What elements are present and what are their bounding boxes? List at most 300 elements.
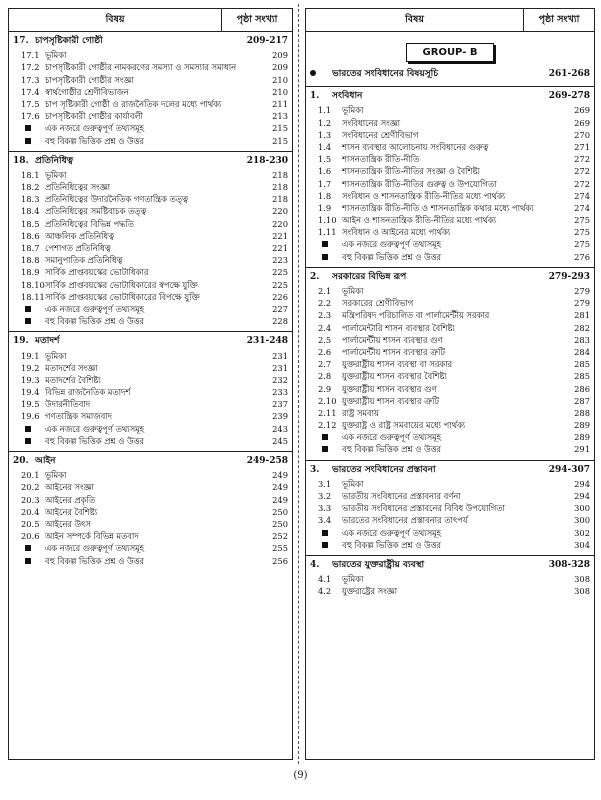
- item-title: বহু বিকল্প ভিত্তিক প্রশ্ন ও উত্তর: [45, 555, 144, 566]
- item-page: 226: [272, 291, 288, 302]
- item-page: 231: [272, 362, 288, 373]
- summary-row[interactable]: [9, 122, 292, 134]
- item-number: 20.5: [21, 518, 40, 529]
- item-page: 294: [574, 491, 590, 501]
- item-number: 2.12: [318, 420, 337, 431]
- item-page: 218: [272, 182, 288, 193]
- item-page: 272: [574, 178, 590, 189]
- item-page: 274: [574, 202, 590, 213]
- bullet-square-icon: [9, 435, 45, 447]
- item-title: চাপসৃষ্টিকারী গোষ্ঠীর সংজ্ঞা: [45, 74, 134, 85]
- item-number: 18.1: [21, 169, 40, 180]
- item-page: 220: [272, 218, 288, 229]
- toc-item[interactable]: [306, 514, 594, 526]
- item-page: 215: [272, 123, 288, 134]
- toc-item[interactable]: [306, 478, 594, 490]
- item-page: 300: [574, 503, 590, 514]
- toc-item[interactable]: [306, 202, 594, 214]
- item-page: 250: [272, 506, 288, 517]
- item-number: 20.4: [21, 506, 40, 517]
- item-page: 221: [272, 230, 288, 241]
- item-page: 245: [272, 435, 288, 446]
- item-page: 250: [272, 518, 288, 529]
- item-number: 2.3: [318, 310, 332, 321]
- item-page: 223: [272, 255, 288, 266]
- bullet-square-icon: [9, 315, 45, 327]
- chapter-title: প্রতিনিধিত্ব: [35, 155, 74, 166]
- summary-row[interactable]: [306, 238, 594, 250]
- item-page: 272: [574, 166, 590, 177]
- toc-item[interactable]: [306, 129, 594, 141]
- toc-item[interactable]: [9, 410, 292, 422]
- item-number: 3.4: [318, 515, 332, 526]
- chapter-row[interactable]: [9, 35, 292, 47]
- item-number: 18.8: [21, 255, 40, 266]
- item-page: 304: [574, 539, 590, 550]
- item-number: 4.2: [318, 586, 332, 597]
- toc-item[interactable]: [9, 350, 292, 362]
- toc-item[interactable]: [9, 49, 292, 61]
- toc-item[interactable]: [306, 585, 594, 597]
- item-title: ভূমিকা: [45, 50, 67, 61]
- toc-item[interactable]: [9, 469, 292, 481]
- chapter-pages: 261-268: [548, 69, 590, 79]
- item-number: 17.1: [21, 50, 40, 61]
- toc-item[interactable]: [9, 398, 292, 410]
- toc-item[interactable]: [306, 346, 594, 358]
- summary-row[interactable]: [306, 527, 594, 539]
- subject-heading: বিষয়: [306, 9, 524, 31]
- item-title: ভূমিকা: [342, 105, 364, 116]
- toc-item[interactable]: [9, 494, 292, 506]
- item-title: এক নজরে গুরুত্বপূর্ণ তথ্যসমূহ: [45, 543, 145, 554]
- group-label-wrap: [306, 35, 594, 68]
- chapter-section: [9, 32, 292, 152]
- item-title: প্রতিনিধিত্বের বিভিন্ন পদ্ধতি: [45, 218, 134, 229]
- toc-item[interactable]: [9, 61, 292, 73]
- chapter-row[interactable]: [9, 155, 292, 167]
- toc-item[interactable]: [306, 502, 594, 514]
- toc-item[interactable]: [306, 358, 594, 370]
- item-number: 1.10: [318, 215, 337, 226]
- chapter-pages: 294-307: [548, 464, 590, 475]
- item-page: 289: [574, 420, 590, 431]
- item-title: শাসনতান্ত্রিক রীতি-নীতি: [342, 154, 420, 165]
- item-number: 4.1: [318, 574, 332, 585]
- toc-item[interactable]: [306, 370, 594, 382]
- item-page: 227: [272, 303, 288, 314]
- item-title: ভূমিকা: [342, 286, 364, 296]
- item-number: 20.6: [21, 531, 40, 542]
- item-page: 252: [272, 531, 288, 542]
- chapter-number: 4.: [310, 559, 320, 570]
- item-number: 19.2: [21, 362, 40, 373]
- item-number: 18.10: [21, 279, 45, 290]
- item-page: 239: [272, 411, 288, 422]
- item-title: ভারতীয় সংবিধানের প্রস্তাবনের বিবিধ উপযোগিতা: [342, 503, 505, 514]
- item-number: 20.1: [21, 470, 40, 481]
- item-title: প্রতিনিধিত্বের সংজ্ঞা: [45, 182, 110, 193]
- toc-item[interactable]: [9, 254, 292, 266]
- chapter-title: সরকারের বিভিন্ন রূপ: [332, 271, 407, 282]
- toc-item[interactable]: [9, 279, 292, 291]
- bullet-square-icon: [9, 122, 45, 134]
- chapter-number: 17.: [13, 36, 29, 46]
- item-title: সংবিধানের সংজ্ঞা: [342, 117, 400, 128]
- item-page: 213: [272, 111, 288, 122]
- item-number: 20.3: [21, 494, 40, 505]
- bullet-square-icon: [9, 542, 45, 554]
- item-title: চাপসৃষ্টিকারী গোষ্ঠীর নামকরণের সমস্যা ও সমস্যার সমাধান: [45, 62, 237, 73]
- bullet-square-icon: [306, 431, 342, 443]
- item-title: যুক্তরাষ্ট্রীয় শাসন ব্যবস্থার বৈশিষ্ট্য: [342, 371, 447, 382]
- item-page: 291: [574, 444, 590, 455]
- toc-item[interactable]: [9, 242, 292, 254]
- item-page: 232: [272, 374, 288, 385]
- group-label: GROUP- B: [406, 43, 495, 62]
- chapter-title: আইন: [35, 456, 56, 466]
- item-page: 255: [272, 543, 288, 554]
- item-number: 1.6: [318, 166, 332, 177]
- toc-item[interactable]: [306, 490, 594, 502]
- toc-item[interactable]: [306, 309, 594, 321]
- item-number: 18.3: [21, 194, 40, 205]
- toc-item[interactable]: [9, 481, 292, 493]
- item-page: 237: [272, 399, 288, 410]
- toc-item[interactable]: [9, 98, 292, 110]
- item-title: এক নজরে গুরুত্বপূর্ণ তথ্যসমূহ: [342, 239, 442, 250]
- summary-row[interactable]: [306, 539, 594, 551]
- chapter-pages: 231-248: [246, 336, 288, 347]
- item-title: এক নজরে গুরুত্বপূর্ণ তথ্যসমূহ: [342, 432, 442, 443]
- item-title: এক নজরে গুরুত্বপূর্ণ তথ্যসমূহ: [45, 123, 145, 134]
- item-title: আইনের প্রকৃতি: [45, 494, 96, 505]
- toc-item[interactable]: [306, 117, 594, 129]
- item-page: 243: [272, 423, 288, 434]
- item-title: উদারনীতিবাদ: [45, 399, 91, 410]
- item-number: 2.6: [318, 346, 332, 357]
- toc-item[interactable]: [9, 374, 292, 386]
- bullet-square-icon: [306, 238, 342, 250]
- toc-item[interactable]: [306, 573, 594, 585]
- item-page: 249: [272, 470, 288, 481]
- item-page: 302: [574, 527, 590, 538]
- toc-item[interactable]: [9, 230, 292, 242]
- item-number: 19.3: [21, 374, 40, 385]
- item-number: 20.2: [21, 482, 40, 493]
- item-title: চাপসৃষ্টিকারী গোষ্ঠীর কার্যাবলী: [45, 111, 143, 122]
- chapter-section: [9, 452, 292, 571]
- item-number: 18.5: [21, 218, 40, 229]
- item-title: সরকারের শ্রেণীবিভাগ: [342, 298, 414, 309]
- item-title: বহু বিকল্প ভিত্তিক প্রশ্ন ও উত্তর: [45, 135, 144, 146]
- item-page: 220: [272, 206, 288, 217]
- item-title: বহু বিকল্প ভিত্তিক প্রশ্ন ও উত্তর: [342, 539, 441, 550]
- bullet-square-icon: [306, 251, 342, 263]
- bullet-square-icon: [9, 423, 45, 435]
- summary-row[interactable]: [9, 423, 292, 435]
- item-page: 294: [574, 478, 590, 489]
- chapter-title: মতাদর্শ: [35, 336, 60, 347]
- column-divider: [298, 4, 299, 764]
- item-title: সার্বিক প্রাপ্তবয়স্কের ভোটাধিকারের স্বপক্ষে যুক্তি: [45, 279, 198, 290]
- chapter-number: 3.: [310, 464, 320, 475]
- chapter-pages: 249-258: [246, 456, 288, 466]
- chapter-title: ভারতের যুক্তরাষ্ট্রীয় ব্যবস্থা: [332, 559, 425, 570]
- bullet-icon: [306, 68, 332, 80]
- item-page: 285: [574, 359, 590, 370]
- item-title: রাষ্ট্র সমবায়: [342, 407, 379, 418]
- item-page: 271: [574, 141, 590, 152]
- left-column: [8, 8, 293, 760]
- item-title: আইন সম্পর্কে বিভিন্ন মতবাদ: [45, 531, 139, 542]
- item-number: 17.4: [21, 86, 40, 97]
- summary-row[interactable]: [9, 303, 292, 315]
- item-number: 19.6: [21, 411, 40, 422]
- item-page: 270: [574, 129, 590, 140]
- item-title: শাসনতান্ত্রিক রীতি-নীতির সংজ্ঞা ও বৈশিষ্ট্য: [342, 166, 480, 177]
- chapter-row[interactable]: [306, 464, 594, 476]
- summary-row[interactable]: [9, 435, 292, 447]
- item-number: 17.6: [21, 111, 40, 122]
- item-page: 284: [574, 346, 590, 357]
- item-title: পার্লামেন্টীয় শাসন ব্যবস্থার ত্রুটি: [342, 346, 445, 357]
- item-page: 210: [272, 86, 288, 97]
- item-title: যুক্তরাষ্ট্র ও রাষ্ট্র সমবায়ের মধ্যে পার্থক্য: [342, 420, 466, 431]
- toc-item[interactable]: [9, 218, 292, 230]
- item-number: 2.4: [318, 322, 332, 333]
- item-title: গণতান্ত্রিক সমাজবাদ: [45, 411, 112, 422]
- toc-item[interactable]: [306, 285, 594, 297]
- item-page: 218: [272, 194, 288, 205]
- toc-item[interactable]: [306, 297, 594, 309]
- item-title: শাসনতান্ত্রিক রীতি-নীতির গুরুত্ব ও উপযোগিতা: [342, 178, 497, 189]
- item-title: ভূমিকা: [45, 350, 67, 361]
- item-title: যুক্তরাষ্ট্রীয় শাসন ব্যবস্থা বা সরকার: [342, 359, 453, 370]
- item-title: ভারতীয় সংবিধানের প্রস্তাবনার বর্ণনা: [342, 491, 461, 501]
- item-title: মন্ত্রিপরিষদ পরিচালিত বা পার্লামেন্টীয় সরকার: [342, 310, 490, 321]
- item-page: 215: [272, 135, 288, 146]
- item-number: 1.5: [318, 154, 332, 165]
- item-number: 1.4: [318, 141, 332, 152]
- item-number: 2.10: [318, 395, 337, 406]
- toc-item[interactable]: [9, 181, 292, 193]
- item-title: স্বার্থগোষ্ঠীর শ্রেণীবিভাজন: [45, 86, 129, 97]
- item-number: 18.9: [21, 267, 40, 278]
- item-title: পেশাগত প্রতিনিধিত্ব: [45, 243, 111, 253]
- bullet-square-icon: [306, 443, 342, 455]
- right-header: [306, 9, 594, 32]
- chapter-number: 1.: [310, 91, 320, 102]
- item-title: আঞ্চলিক প্রতিনিধিত্ব: [45, 230, 114, 241]
- item-page: 289: [574, 432, 590, 443]
- item-title: মতাদর্শের সংজ্ঞা: [45, 362, 98, 373]
- item-number: 18.7: [21, 243, 40, 253]
- item-number: 17.5: [21, 98, 40, 109]
- toc-item[interactable]: [9, 291, 292, 303]
- item-title: সংবিধানের শ্রেণীবিভাগ: [342, 129, 419, 140]
- item-page: 281: [574, 310, 590, 321]
- chapter-section: [306, 87, 594, 268]
- chapter-number: 20.: [13, 456, 29, 466]
- toc-item[interactable]: [306, 104, 594, 116]
- bullet-square-icon: [306, 527, 342, 539]
- toc-item[interactable]: [9, 169, 292, 181]
- constitution-index-row[interactable]: [306, 68, 594, 80]
- item-page: 209: [272, 50, 288, 61]
- item-page: 288: [574, 407, 590, 418]
- item-number: 2.11: [318, 407, 337, 418]
- item-page: 285: [574, 371, 590, 382]
- summary-row[interactable]: [306, 431, 594, 443]
- bullet-square-icon: [306, 539, 342, 551]
- item-page: 269: [574, 117, 590, 128]
- item-page: 282: [574, 322, 590, 333]
- item-page: 279: [574, 298, 590, 309]
- item-title: যুক্তরাষ্ট্রের সংজ্ঞা: [342, 586, 398, 597]
- item-number: 1.1: [318, 105, 332, 116]
- toc-item[interactable]: [9, 386, 292, 398]
- item-number: 18.2: [21, 182, 40, 193]
- item-title: আইন ও শাসনতান্ত্রিক রীতি-নীতির মধ্যে পার্থক্য: [342, 215, 497, 226]
- chapter-pages: 279-293: [548, 271, 590, 282]
- toc-item[interactable]: [9, 205, 292, 217]
- summary-row[interactable]: [306, 443, 594, 455]
- chapter-row[interactable]: [306, 90, 594, 102]
- item-title: আইনের সংজ্ঞা: [45, 482, 94, 493]
- item-number: 19.4: [21, 387, 40, 398]
- item-page: 231: [272, 350, 288, 361]
- chapter-row[interactable]: [9, 335, 292, 347]
- toc-item[interactable]: [9, 530, 292, 542]
- item-page: 211: [272, 98, 288, 109]
- chapter-section: [306, 268, 594, 461]
- toc-item[interactable]: [306, 407, 594, 419]
- summary-row[interactable]: [306, 251, 594, 263]
- toc-item[interactable]: [306, 322, 594, 334]
- item-title: প্রতিনিধিত্বের উদারনৈতিক গণতান্ত্রিক তত্ত্ব: [45, 194, 188, 205]
- summary-row[interactable]: [9, 555, 292, 567]
- item-page: 275: [574, 227, 590, 238]
- item-title: শাসন ব্যবস্থার আলোচনায় সংবিধানের গুরুত্ব: [342, 141, 489, 152]
- item-page: 276: [574, 251, 590, 262]
- toc-item[interactable]: [9, 110, 292, 122]
- item-page: 274: [574, 190, 590, 201]
- item-number: 2.2: [318, 298, 332, 309]
- item-number: 2.7: [318, 359, 332, 370]
- toc-item[interactable]: [9, 266, 292, 278]
- toc-item[interactable]: [306, 153, 594, 165]
- item-number: 1.3: [318, 129, 332, 140]
- item-page: 249: [272, 494, 288, 505]
- page-number: (9): [293, 770, 308, 781]
- chapter-row[interactable]: [9, 455, 292, 467]
- item-title: ভূমিকা: [342, 574, 364, 585]
- item-number: 1.11: [318, 227, 337, 238]
- item-title: ভূমিকা: [342, 478, 364, 489]
- toc-item[interactable]: [306, 419, 594, 431]
- chapter-title: ভারতের সংবিধানের বিষয়সূচি: [332, 69, 439, 79]
- chapter-row[interactable]: [306, 271, 594, 283]
- toc-item[interactable]: [9, 518, 292, 530]
- bullet-square-icon: [9, 135, 45, 147]
- item-number: 2.8: [318, 371, 332, 382]
- item-number: 3.2: [318, 491, 332, 501]
- item-page: 275: [574, 215, 590, 226]
- item-title: চাপ সৃষ্টিকারী গোষ্ঠী ও রাজনৈতিক দলের মধ্যে পার্থক্য: [45, 98, 222, 109]
- item-page: 275: [574, 239, 590, 250]
- toc-item[interactable]: [9, 362, 292, 374]
- item-title: এক নজরে গুরুত্বপূর্ণ তথ্যসমূহ: [45, 423, 145, 434]
- item-title: বহু বিকল্প ভিত্তিক প্রশ্ন ও উত্তর: [45, 316, 144, 327]
- toc-item[interactable]: [9, 193, 292, 205]
- item-title: সংবিধান ও শাসনতান্ত্রিক রীতি-নীতির মধ্যে পার্থক্য: [342, 190, 506, 201]
- toc-item[interactable]: [306, 178, 594, 190]
- item-page: 210: [272, 74, 288, 85]
- item-title: বহু বিকল্প ভিত্তিক প্রশ্ন ও উত্তর: [342, 444, 441, 455]
- toc-item[interactable]: [306, 395, 594, 407]
- bullet-square-icon: [9, 555, 45, 567]
- item-title: বিভিন্ন রাজনৈতিক মতাদর্শ: [45, 387, 131, 398]
- item-title: ভারতের সংবিধানের প্রস্তাবনার তাৎপর্য: [342, 515, 468, 526]
- toc-item[interactable]: [306, 226, 594, 238]
- item-title: ভূমিকা: [45, 470, 67, 481]
- toc-item[interactable]: [306, 165, 594, 177]
- chapter-section: [9, 332, 292, 452]
- item-page: 279: [574, 286, 590, 296]
- item-title: প্রতিনিধিত্বের সমষ্টিবাচক তত্ত্ব: [45, 206, 147, 217]
- item-title: বহু বিকল্প ভিত্তিক প্রশ্ন ও উত্তর: [342, 251, 441, 262]
- toc-item[interactable]: [306, 334, 594, 346]
- item-page: 283: [574, 334, 590, 345]
- toc-item[interactable]: [306, 141, 594, 153]
- item-number: 18.4: [21, 206, 40, 217]
- chapter-section: [306, 556, 594, 602]
- left-sections: [9, 32, 292, 571]
- item-page: 209: [272, 62, 288, 73]
- item-number: 18.11: [21, 291, 45, 302]
- summary-row[interactable]: [9, 315, 292, 327]
- item-number: 1.9: [318, 202, 332, 213]
- item-title: সার্বিক প্রাপ্তবয়স্কের ভোটাধিকারের বিপক্ষে যুক্তি: [45, 291, 200, 302]
- chapter-row[interactable]: [306, 559, 594, 571]
- toc-item[interactable]: [9, 506, 292, 518]
- item-title: যুক্তরাষ্ট্রীয় শাসন ব্যবস্থার ত্রুটি: [342, 395, 439, 406]
- item-title: এক নজরে গুরুত্বপূর্ণ তথ্যসমূহ: [342, 527, 442, 538]
- item-page: 272: [574, 154, 590, 165]
- item-title: পার্লামেন্টারি শাসন ব্যবস্থার বৈশিষ্ট্য: [342, 322, 455, 333]
- toc-item[interactable]: [306, 214, 594, 226]
- summary-row[interactable]: [9, 542, 292, 554]
- summary-row[interactable]: [9, 135, 292, 147]
- toc-item[interactable]: [9, 86, 292, 98]
- item-number: 19.1: [21, 350, 40, 361]
- item-page: 249: [272, 482, 288, 493]
- page-count-heading: পৃষ্ঠা সংখ্যা: [236, 14, 278, 25]
- item-number: 1.2: [318, 117, 332, 128]
- item-title: সংবিধান ও আইনের মধ্যে পার্থক্য: [342, 227, 451, 238]
- item-title: শাসনতান্ত্রিক রীতি-নীতি ও শাসনতান্ত্রিক কথার মধ্যে পার্থক্য: [342, 202, 534, 213]
- item-page: 269: [574, 105, 590, 116]
- toc-item[interactable]: [306, 190, 594, 202]
- toc-item[interactable]: [306, 383, 594, 395]
- item-number: 3.1: [318, 478, 332, 489]
- chapter-pages: 308-328: [548, 559, 590, 570]
- toc-item[interactable]: [9, 74, 292, 86]
- subject-heading: বিষয়: [9, 9, 222, 31]
- chapter-section: [306, 461, 594, 556]
- item-title: আইনের উৎস: [45, 518, 91, 529]
